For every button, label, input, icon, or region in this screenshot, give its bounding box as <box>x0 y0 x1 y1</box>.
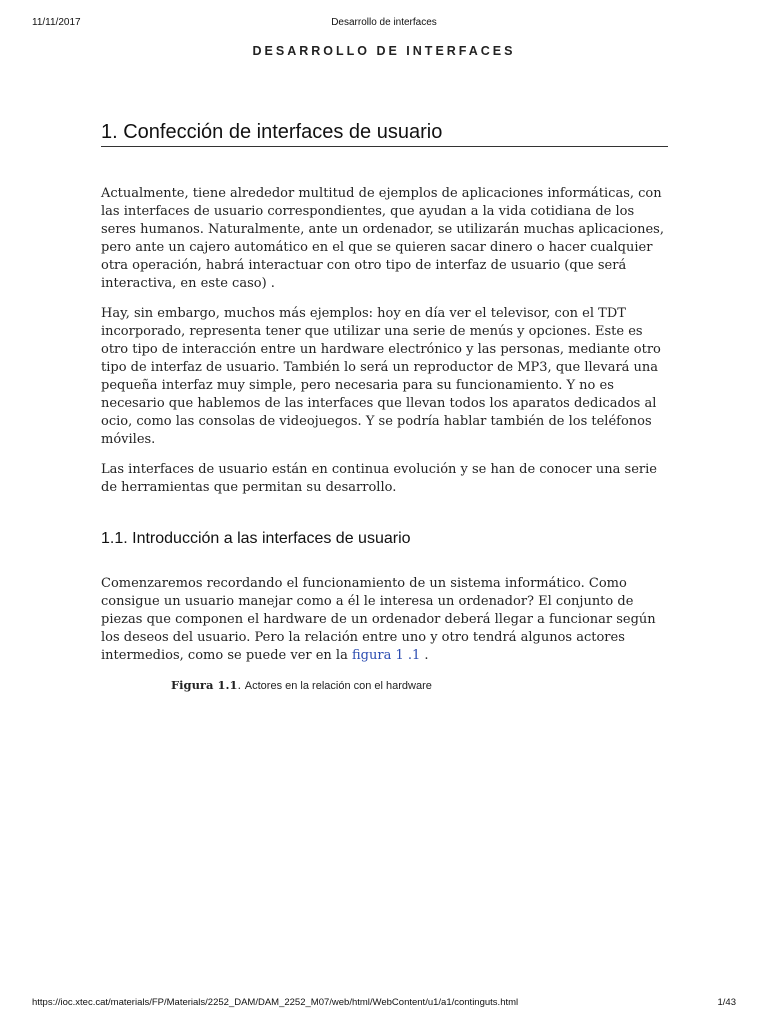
paragraph-3: Las interfaces de usuario están en continua evolución y se han de conocer una serie de herramientas que permitan su desarrollo. <box>101 462 657 495</box>
paragraph-2: Hay, sin embargo, muchos más ejemplos: hoy en día ver el televisor, con el TDT incorporado, representa tener que utilizar una serie de menús y opciones. Este es otro tipo de interacción entre un hardware electrónico y las personas, mediante otro tipo de interfaz de usuario. También lo será un reproductor de MP3, que llevará una pequeña interfaz muy simple, pero necesaria para su funcionamiento. Y no es necesario que hablemos de las interfaces que llevan todos los aparatos dedicados al ocio, como las consolas de videojuegos. Y se podría hablar también de los teléfonos móviles. <box>101 306 661 447</box>
paragraph-1: Actualmente, tiene alrededor multitud de ejemplos de aplicaciones informáticas, con las interfaces de usuario correspondientes, que ayudan a la vida cotidiana de los seres humanos. Naturalmente, ante un ordenador, se utilizarán muchas aplicaciones, pero ante un cajero automático en el que se quieren sacar dinero o hacer cualquier otra operación, habrá interactuar con otro tipo de interfaz de usuario (que será interactiva, en este caso) . <box>101 186 664 291</box>
paragraph-4 <box>101 575 668 665</box>
figure-link[interactable]: figura 1 .1 <box>351 648 421 663</box>
caption-text: Actores en la relación con el hardware <box>244 680 432 692</box>
print-page-title: Desarrollo de interfaces <box>331 17 437 28</box>
print-header <box>32 17 736 31</box>
site-title: DESARROLLO DE INTERFACES <box>252 44 516 58</box>
subsection-heading: 1.1. Introducción a las interfaces de usuario <box>101 530 411 547</box>
page-number: 1/43 <box>717 997 736 1008</box>
figure-caption <box>171 677 668 694</box>
caption-separator: . <box>237 678 245 692</box>
paragraph-4-end: . <box>420 648 429 663</box>
print-footer <box>32 997 736 1011</box>
print-date: 11/11/2017 <box>32 17 81 28</box>
print-url: https://ioc.xtec.cat/materials/FP/Materials/2252_DAM/DAM_2252_M07/web/html/WebContent/u1/a1/continguts.html <box>32 997 519 1008</box>
section-heading: 1. Confección de interfaces de usuario <box>101 120 668 147</box>
paragraph-4-text: Comenzaremos recordando el funcionamiento de un sistema informático. Como consigue un usuario manejar como a él le interesa un ordenador? El conjunto de piezas que componen el hardware de un ordenador deberá llegar a funcionar según los deseos del usuario. Pero la relación entre uno y otro tendrá algunos actores intermedios, como se puede ver en la <box>101 576 656 663</box>
caption-label: Figura 1.1 <box>171 678 238 692</box>
main-content <box>101 120 668 694</box>
